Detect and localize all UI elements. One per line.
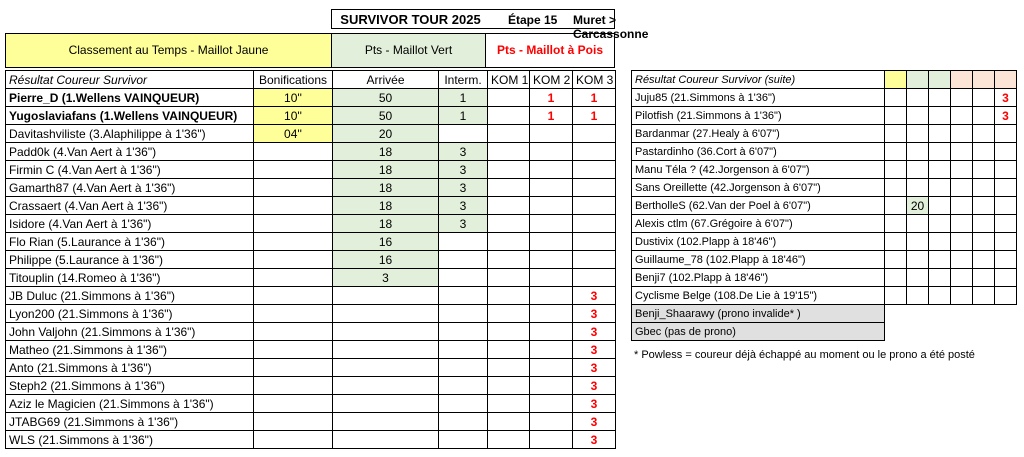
cell-value (907, 125, 929, 143)
cell-value (907, 143, 929, 161)
col-kom1: KOM 1 (488, 71, 530, 89)
table-row (6, 161, 616, 179)
cell-name: Bardanmar (27.Healy à 6'07") (632, 125, 885, 143)
swatch-yellow (885, 71, 907, 89)
cell-bonus (254, 161, 333, 179)
cell-value (907, 215, 929, 233)
cell-value: 3 (995, 89, 1017, 107)
cell-bonus (254, 395, 333, 413)
cell-value (951, 269, 973, 287)
cell-interm (439, 251, 488, 269)
table-row (6, 125, 616, 143)
sheet-title: SURVIVOR TOUR 2025 (340, 12, 481, 27)
cell-value (995, 179, 1017, 197)
table-row (6, 359, 616, 377)
cell-kom3 (573, 269, 616, 287)
cell-name: Manu Téla ? (42.Jorgenson à 6'07") (632, 161, 885, 179)
cell-name: Alexis ctlm (67.Grégoire à 6'07") (632, 215, 885, 233)
cell-interm (439, 125, 488, 143)
cell-value (951, 233, 973, 251)
cell-kom3: 3 (573, 377, 616, 395)
column-header-row (6, 71, 616, 89)
cell-kom2: 1 (530, 89, 573, 107)
col-bonus: Bonifications (254, 71, 333, 89)
cell-name: Dustivix (102.Plapp à 18'46") (632, 233, 885, 251)
cell-value (951, 251, 973, 269)
cell-name: Crassaert (4.Van Aert à 1'36") (6, 197, 254, 215)
cell-bonus (254, 431, 333, 449)
cell-kom3: 3 (573, 413, 616, 431)
cell-kom3: 3 (573, 287, 616, 305)
cell-kom2 (530, 251, 573, 269)
stage-label: Étape 15 (508, 13, 558, 27)
cell-kom3 (573, 179, 616, 197)
cell-bonus (254, 179, 333, 197)
cell-kom1 (488, 125, 530, 143)
cell-value (973, 197, 995, 215)
cell-kom3 (573, 125, 616, 143)
cell-value (973, 269, 995, 287)
cell-name: Guillaume_78 (102.Plapp à 18'46") (632, 251, 885, 269)
cell-value (885, 179, 907, 197)
cell-name: John Valjohn (21.Simmons à 1'36") (6, 323, 254, 341)
cell-value (951, 215, 973, 233)
col-kom2: KOM 2 (530, 71, 573, 89)
swatch-peach-1 (951, 71, 973, 89)
cell-kom2 (530, 341, 573, 359)
cell-kom1 (488, 89, 530, 107)
cell-interm (439, 431, 488, 449)
cell-value (885, 89, 907, 107)
table-row (6, 395, 616, 413)
cell-value (951, 107, 973, 125)
group-green-jersey (331, 33, 486, 68)
cell-kom1 (488, 359, 530, 377)
table-row (6, 305, 616, 323)
table-row (632, 143, 1017, 161)
cell-value (951, 89, 973, 107)
cell-value (929, 125, 951, 143)
left-results-table (5, 70, 616, 449)
col-arrivee: Arrivée (333, 71, 439, 89)
cell-kom3: 3 (573, 341, 616, 359)
table-row (6, 179, 616, 197)
cell-name: Titouplin (14.Romeo à 1'36") (6, 269, 254, 287)
cell-kom2: 1 (530, 107, 573, 125)
cell-kom1 (488, 269, 530, 287)
cell-kom3: 3 (573, 431, 616, 449)
cell-value (929, 251, 951, 269)
cell-value (907, 161, 929, 179)
cell-kom1 (488, 341, 530, 359)
cell-value: 20 (907, 197, 929, 215)
cell-arrivee (333, 341, 439, 359)
cell-interm (439, 341, 488, 359)
table-row (6, 287, 616, 305)
cell-kom1 (488, 215, 530, 233)
col-kom3: KOM 3 (573, 71, 616, 89)
table-row (6, 197, 616, 215)
cell-kom2 (530, 377, 573, 395)
invalid-row (632, 305, 1017, 323)
cell-value (929, 215, 951, 233)
table-row (6, 143, 616, 161)
cell-interm (439, 305, 488, 323)
cell-bonus (254, 377, 333, 395)
cell-value (951, 179, 973, 197)
cell-arrivee (333, 305, 439, 323)
cell-value (973, 143, 995, 161)
cell-value (907, 251, 929, 269)
group-polka-jersey (485, 33, 615, 68)
table-row (632, 269, 1017, 287)
table-row (6, 377, 616, 395)
cell-name: Pastardinho (36.Cort à 6'07") (632, 143, 885, 161)
cell-value (929, 161, 951, 179)
empty-cell (885, 305, 1017, 323)
cell-kom3: 3 (573, 305, 616, 323)
cell-kom3: 3 (573, 395, 616, 413)
cell-kom3: 1 (573, 107, 616, 125)
cell-kom2 (530, 305, 573, 323)
cell-name: BertholleS (62.Van der Poel à 6'07") (632, 197, 885, 215)
cell-value (995, 161, 1017, 179)
cell-value (995, 287, 1017, 305)
invalid-row (632, 323, 1017, 341)
header-bar (331, 9, 649, 41)
cell-value (973, 215, 995, 233)
table-row (6, 323, 616, 341)
cell-kom1 (488, 107, 530, 125)
cell-kom2 (530, 161, 573, 179)
cell-value (929, 287, 951, 305)
table-row (6, 233, 616, 251)
cell-kom2 (530, 125, 573, 143)
cell-arrivee: 18 (333, 143, 439, 161)
cell-interm (439, 269, 488, 287)
cell-kom3 (573, 161, 616, 179)
swatch-green-2 (929, 71, 951, 89)
table-row (6, 413, 616, 431)
cell-name: Davitashviliste (3.Alaphilippe à 1'36") (6, 125, 254, 143)
cell-value (907, 179, 929, 197)
table-row (632, 161, 1017, 179)
cell-name: WLS (21.Simmons à 1'36") (6, 431, 254, 449)
cell-name: Flo Rian (5.Laurance à 1'36") (6, 233, 254, 251)
cell-interm (439, 359, 488, 377)
cell-kom2 (530, 395, 573, 413)
cell-interm (439, 287, 488, 305)
cell-kom1 (488, 143, 530, 161)
cell-value (951, 197, 973, 215)
cell-kom2 (530, 215, 573, 233)
cell-name: Pilotfish (21.Simmons à 1'36") (632, 107, 885, 125)
cell-name: Yugoslaviafans (1.Wellens VAINQUEUR) (6, 107, 254, 125)
footnote: * Powless = coureur déjà échappé au moment ou le prono a été posté (634, 349, 975, 361)
cell-interm (439, 395, 488, 413)
group-green-label: Pts - Maillot Vert (364, 43, 453, 57)
cell-kom2 (530, 359, 573, 377)
cell-arrivee: 18 (333, 215, 439, 233)
cell-value (929, 233, 951, 251)
cell-bonus (254, 323, 333, 341)
cell-kom2 (530, 143, 573, 161)
cell-value (995, 251, 1017, 269)
cell-value (885, 161, 907, 179)
table-row (6, 269, 616, 287)
cell-arrivee (333, 431, 439, 449)
cell-arrivee: 18 (333, 179, 439, 197)
cell-bonus (254, 215, 333, 233)
cell-name: Steph2 (21.Simmons à 1'36") (6, 377, 254, 395)
table-row (632, 287, 1017, 305)
cell-interm: 3 (439, 215, 488, 233)
cell-bonus: 10'' (254, 89, 333, 107)
cell-arrivee: 50 (333, 107, 439, 125)
cell-name: Gbec (pas de prono) (632, 323, 885, 341)
swatch-green-1 (907, 71, 929, 89)
cell-kom1 (488, 395, 530, 413)
group-yellow-label: Classement au Temps - Maillot Jaune (68, 43, 269, 57)
cell-value (885, 143, 907, 161)
cell-value (973, 233, 995, 251)
cell-value (885, 125, 907, 143)
cell-value (929, 107, 951, 125)
cell-value (907, 287, 929, 305)
cell-value (973, 107, 995, 125)
cell-name: JTABG69 (21.Simmons à 1'36") (6, 413, 254, 431)
cell-value (973, 125, 995, 143)
cell-kom1 (488, 197, 530, 215)
cell-value (929, 197, 951, 215)
table-row (632, 107, 1017, 125)
cell-kom2 (530, 197, 573, 215)
cell-name: Pierre_D (1.Wellens VAINQUEUR) (6, 89, 254, 107)
cell-value (973, 179, 995, 197)
cell-value (907, 269, 929, 287)
cell-arrivee: 18 (333, 197, 439, 215)
cell-kom2 (530, 323, 573, 341)
cell-bonus (254, 287, 333, 305)
cell-value (885, 287, 907, 305)
cell-bonus: 04'' (254, 125, 333, 143)
cell-kom1 (488, 251, 530, 269)
cell-bonus (254, 143, 333, 161)
cell-name: Padd0k (4.Van Aert à 1'36") (6, 143, 254, 161)
cell-name: Aziz le Magicien (21.Simmons à 1'36") (6, 395, 254, 413)
cell-bonus (254, 341, 333, 359)
cell-kom2 (530, 233, 573, 251)
cell-interm: 1 (439, 107, 488, 125)
cell-arrivee: 16 (333, 251, 439, 269)
cell-bonus (254, 197, 333, 215)
cell-interm: 1 (439, 89, 488, 107)
cell-value (995, 143, 1017, 161)
cell-bonus: 10'' (254, 107, 333, 125)
cell-value (951, 143, 973, 161)
cell-bonus (254, 305, 333, 323)
cell-bonus (254, 359, 333, 377)
empty-cell (885, 323, 1017, 341)
cell-arrivee: 16 (333, 233, 439, 251)
cell-arrivee (333, 287, 439, 305)
cell-kom1 (488, 323, 530, 341)
cell-arrivee (333, 377, 439, 395)
cell-value (885, 197, 907, 215)
col-interm: Interm. (439, 71, 488, 89)
cell-kom3: 1 (573, 89, 616, 107)
cell-kom2 (530, 269, 573, 287)
cell-value: 3 (995, 107, 1017, 125)
cell-value (951, 161, 973, 179)
cell-interm (439, 377, 488, 395)
cell-name: Benji7 (102.Plapp à 18'46") (632, 269, 885, 287)
cell-kom2 (530, 179, 573, 197)
cell-bonus (254, 269, 333, 287)
table-row (632, 179, 1017, 197)
cell-interm: 3 (439, 143, 488, 161)
table-row (632, 215, 1017, 233)
table-row (632, 89, 1017, 107)
col-result-cont: Résultat Coureur Survivor (suite) (632, 71, 885, 89)
cell-value (907, 107, 929, 125)
route-label: Muret > Carcassonne (573, 13, 649, 41)
cell-name: Sans Oreillette (42.Jorgenson à 6'07") (632, 179, 885, 197)
cell-kom1 (488, 431, 530, 449)
table-row (632, 233, 1017, 251)
cell-interm: 3 (439, 179, 488, 197)
cell-name: Benji_Shaarawy (prono invalide* ) (632, 305, 885, 323)
cell-kom3 (573, 251, 616, 269)
cell-value (995, 233, 1017, 251)
table-row (6, 341, 616, 359)
table-row (6, 107, 616, 125)
cell-value (995, 197, 1017, 215)
cell-interm (439, 323, 488, 341)
cell-name: Philippe (5.Laurance à 1'36") (6, 251, 254, 269)
cell-kom1 (488, 377, 530, 395)
cell-name: Juju85 (21.Simmons à 1'36") (632, 89, 885, 107)
cell-value (973, 89, 995, 107)
cell-bonus (254, 251, 333, 269)
cell-value (907, 89, 929, 107)
table-row (6, 215, 616, 233)
cell-interm: 3 (439, 197, 488, 215)
cell-value (995, 125, 1017, 143)
cell-kom2 (530, 431, 573, 449)
right-column-header-row (632, 71, 1017, 89)
cell-name: Matheo (21.Simmons à 1'36") (6, 341, 254, 359)
cell-arrivee (333, 395, 439, 413)
cell-kom1 (488, 305, 530, 323)
cell-value (907, 233, 929, 251)
cell-value (973, 287, 995, 305)
group-yellow-jersey (5, 33, 332, 68)
cell-name: Cyclisme Belge (108.De Lie à 19'15") (632, 287, 885, 305)
swatch-peach-2 (973, 71, 995, 89)
group-polka-label: Pts - Maillot à Pois (496, 43, 604, 57)
cell-arrivee: 18 (333, 161, 439, 179)
cell-value (885, 251, 907, 269)
table-row (632, 197, 1017, 215)
table-row (6, 89, 616, 107)
cell-kom1 (488, 413, 530, 431)
table-row (6, 431, 616, 449)
cell-name: Anto (21.Simmons à 1'36") (6, 359, 254, 377)
cell-value (929, 89, 951, 107)
cell-value (885, 107, 907, 125)
cell-name: Isidore (4.Van Aert à 1'36") (6, 215, 254, 233)
cell-arrivee: 50 (333, 89, 439, 107)
cell-bonus (254, 413, 333, 431)
cell-kom3 (573, 233, 616, 251)
cell-value (885, 269, 907, 287)
right-results-table (631, 70, 1017, 341)
cell-name: Lyon200 (21.Simmons à 1'36") (6, 305, 254, 323)
cell-arrivee (333, 413, 439, 431)
cell-kom1 (488, 161, 530, 179)
cell-value (995, 215, 1017, 233)
cell-name: Firmin C (4.Van Aert à 1'36") (6, 161, 254, 179)
cell-arrivee (333, 323, 439, 341)
cell-kom2 (530, 413, 573, 431)
cell-kom2 (530, 287, 573, 305)
cell-interm (439, 413, 488, 431)
cell-kom3: 3 (573, 323, 616, 341)
cell-interm (439, 233, 488, 251)
swatch-peach-3 (995, 71, 1017, 89)
cell-arrivee: 20 (333, 125, 439, 143)
cell-value (973, 161, 995, 179)
cell-interm: 3 (439, 161, 488, 179)
cell-value (929, 179, 951, 197)
cell-kom3 (573, 215, 616, 233)
cell-name: Gamarth87 (4.Van Aert à 1'36") (6, 179, 254, 197)
cell-kom3: 3 (573, 359, 616, 377)
cell-value (929, 143, 951, 161)
cell-value (885, 233, 907, 251)
table-row (6, 251, 616, 269)
cell-arrivee: 3 (333, 269, 439, 287)
cell-kom1 (488, 233, 530, 251)
cell-value (973, 251, 995, 269)
cell-value (995, 269, 1017, 287)
cell-value (885, 215, 907, 233)
cell-name: JB Duluc (21.Simmons à 1'36") (6, 287, 254, 305)
cell-kom3 (573, 197, 616, 215)
cell-value (929, 269, 951, 287)
cell-arrivee (333, 359, 439, 377)
col-result: Résultat Coureur Survivor (6, 71, 254, 89)
cell-kom1 (488, 179, 530, 197)
cell-kom3 (573, 143, 616, 161)
cell-bonus (254, 233, 333, 251)
table-row (632, 251, 1017, 269)
cell-value (951, 287, 973, 305)
cell-value (951, 125, 973, 143)
table-row (632, 125, 1017, 143)
cell-kom1 (488, 287, 530, 305)
